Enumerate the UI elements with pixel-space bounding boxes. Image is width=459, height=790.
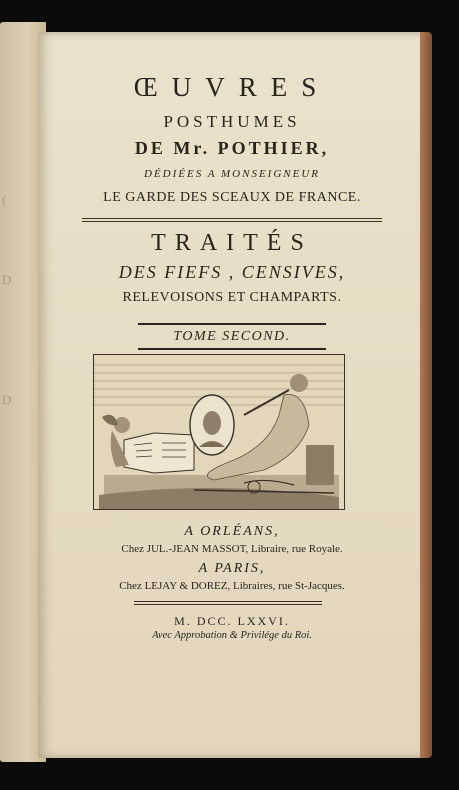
title-posthumes: POSTHUMES: [163, 112, 301, 131]
volume-label: TOME SECOND.: [173, 329, 291, 344]
place-orleans: A ORLÉANS,: [184, 524, 280, 539]
engraved-vignette: [93, 354, 345, 510]
traites-heading: TRAITÉS: [151, 230, 313, 256]
show-through-text: D: [2, 272, 13, 287]
printer-paris: Chez LEJAY & DOREZ, Libraires, rue St-Jacques.: [119, 580, 345, 592]
author-line: DE Mr. POTHIER,: [134, 138, 330, 158]
show-through-text: D: [2, 392, 13, 407]
show-through-text: (: [2, 192, 8, 207]
ornamental-rule: [82, 218, 382, 219]
ornamental-rule-small: [134, 604, 322, 605]
dedicatee-line: LE GARDE DES SCEAUX DE FRANCE.: [103, 190, 361, 205]
title-oeuvres: ŒUVRES: [133, 72, 331, 102]
printer-orleans: Chez JUL.-JEAN MASSOT, Libraire, rue Royale.: [121, 543, 343, 555]
title-page: [38, 32, 426, 758]
volume-rule-bottom: [138, 348, 326, 350]
publication-year: M. DCC. LXXVI.: [174, 614, 290, 628]
subject-line-2: RELEVOISONS ET CHAMPARTS.: [122, 290, 342, 305]
book-edge: [420, 32, 432, 758]
place-paris: A PARIS,: [198, 561, 266, 576]
subject-line: DES FIEFS , CENSIVES,: [118, 262, 346, 282]
ornamental-rule-small: [134, 601, 322, 602]
volume-rule-top: [138, 323, 326, 325]
dedication-line: DÉDIÉES A MONSEIGNEUR: [143, 168, 321, 180]
vignette-engraving: [94, 355, 344, 509]
ornamental-rule: [82, 221, 382, 222]
privilege-line: Avec Approbation & Privilége du Roi.: [152, 630, 312, 641]
